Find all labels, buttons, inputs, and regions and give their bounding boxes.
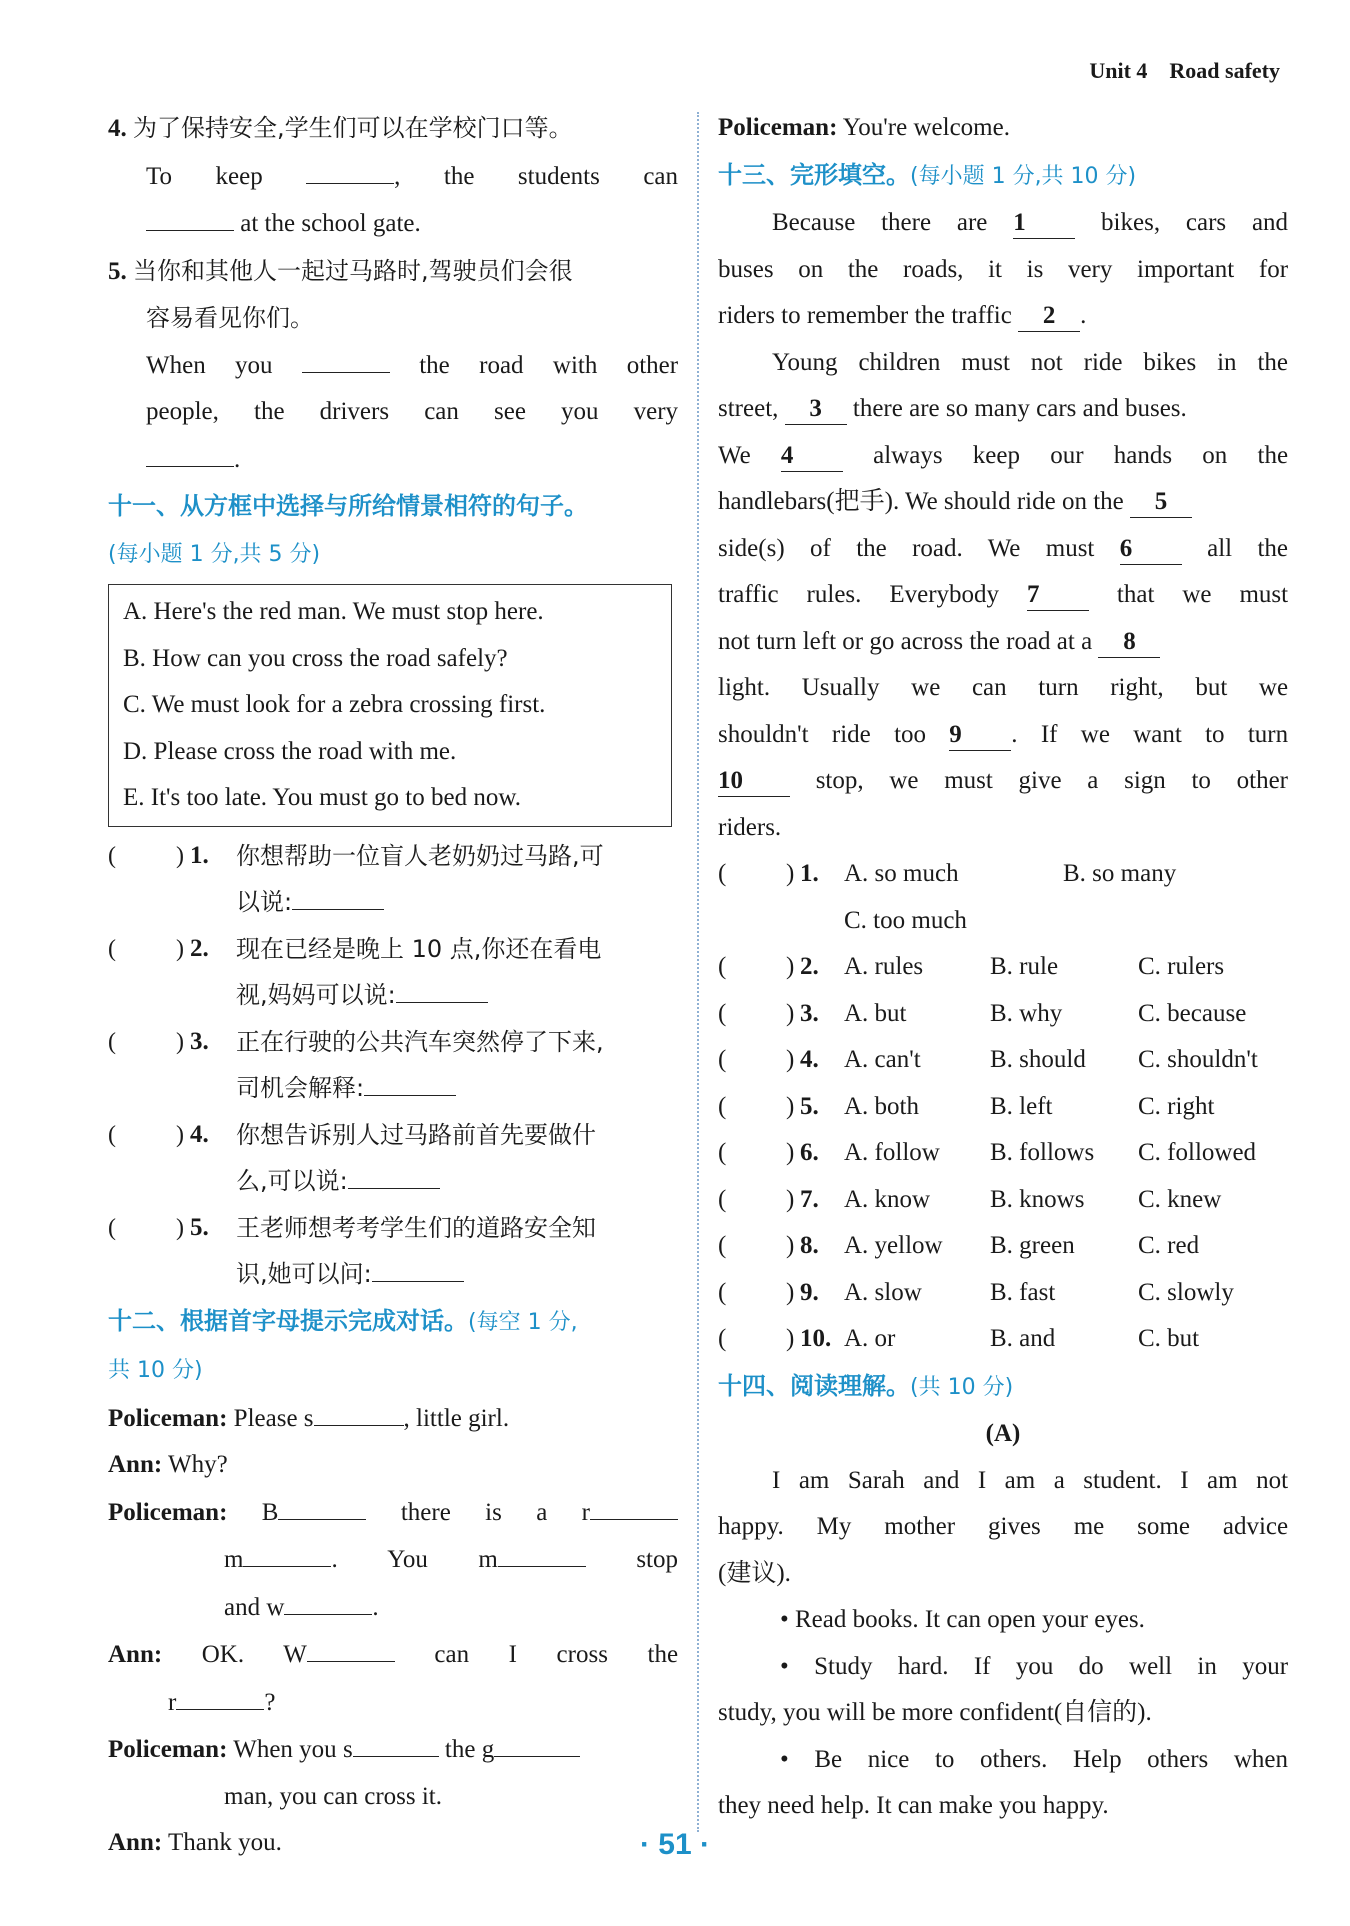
option-row-1: ( ) 1. A. so much B. so many <box>718 860 1177 887</box>
box-option-e: E. It's too late. You must go to bed now. <box>123 784 522 811</box>
question-4-line-1: To keep , the students can <box>108 153 678 201</box>
answer-blank[interactable] <box>590 1489 678 1520</box>
answer-blank[interactable] <box>364 1065 456 1096</box>
reading-heading: (A) <box>985 1420 1021 1447</box>
answer-blank[interactable] <box>146 436 234 467</box>
question-5-line-2: people, the drivers can see you very <box>146 398 679 425</box>
dialog-line-5: and w . <box>108 1584 678 1632</box>
page-number: · 51 · <box>639 1828 711 1861</box>
answer-blank[interactable] <box>284 1584 372 1615</box>
answer-blank[interactable] <box>372 1251 464 1282</box>
option-row-5: ( ) 5. A. both B. left C. right <box>718 1092 1215 1120</box>
option-row-6: ( ) 6. A. follow B. follows C. followed <box>718 1139 1257 1166</box>
cloze-blank-1: 1 <box>1013 208 1075 239</box>
dialog-line-4: m . You m stop <box>108 1536 678 1584</box>
answer-blank[interactable] <box>292 879 384 910</box>
option-row-4: ( ) 4. A. can't B. should C. shouldn't <box>718 1046 1258 1073</box>
dialog-line-11: Policeman: You're welcome. <box>718 114 1010 141</box>
cloze-blank-9: 9 <box>949 720 1011 751</box>
s11-item-1: ( ) 1. 你想帮助一位盲人老奶奶过马路,可 <box>108 841 604 870</box>
box-option-c: C. We must look for a zebra crossing first. <box>123 691 546 718</box>
answer-blank[interactable] <box>278 1489 366 1520</box>
answer-blank[interactable] <box>146 200 234 231</box>
section-12-note: 共 10 分) <box>108 1358 203 1383</box>
answer-blank[interactable] <box>348 1158 440 1189</box>
unit-title: Road safety <box>1169 58 1280 83</box>
cloze-blank-8: 8 <box>1098 627 1160 658</box>
cloze-passage: Because there are 1 bikes, cars and buses on the roads, it is very important for riders to remember the traffic 2 . Young children must not ride bikes in the street, 3 there are so many cars and buses. We 4 always keep our hands on the handlebars(把手). We should ride on the 5 side(s) of the road. We must 6 all the traffic rules. Everybody 7 that we must not turn left or go across the road at a 8 light. Usually we can turn right, but we shouldn't ride too 9 . If we want to turn 10 stop, we must give a sign to other riders. <box>718 209 1289 841</box>
cloze-options: ( ) 1. A. so much B. so many C. too much ( ) 2. A. rules B. rule C. rulers ( ) 3. A. but B. why C. because ( ) 4. A. can't B. should C. shouldn't ( ) 5. A. both B. left C. right ( ) 6. A. follow B. follows C. followed ( ) 7. A. know B. knows C. knew ( ) 8. A. yellow B. green C. red ( ) 9. A. slow B. fast C. slowly ( ) 10. A. or B. and C. but <box>718 851 1288 1363</box>
answer-blank[interactable] <box>494 1726 580 1757</box>
question-5-prompt-cont: 容易看见你们。 <box>146 304 314 332</box>
dialog-line-3: Policeman: B there is a r <box>108 1489 678 1537</box>
question-5-line-1: When you the road with other <box>108 342 678 390</box>
cloze-blank-6: 6 <box>1120 534 1182 565</box>
question-4-line-2: at the school gate. <box>108 200 678 248</box>
s11-item-2: ( ) 2. 现在已经是晚上 10 点,你还在看电 <box>108 934 602 963</box>
section-11-note: (每小题 1 分,共 5 分) <box>108 541 321 567</box>
question-4-prompt: 4. 为了保持安全,学生们可以在学校门口等。 <box>108 114 573 142</box>
dialog-line-8: Policeman: When you s the g <box>108 1726 678 1774</box>
page-header <box>1067 58 1280 84</box>
unit-label: Unit 4 <box>1089 58 1148 83</box>
dialog-line-6: Ann: OK. W can I cross the <box>108 1631 678 1679</box>
left-column <box>108 105 678 1867</box>
dialog-line-10: Ann: Thank you. <box>108 1829 282 1856</box>
s11-item-3: ( ) 3. 正在行驶的公共汽车突然停了下来, <box>108 1027 604 1056</box>
question-5-line-3: . <box>108 436 678 484</box>
option-row-8: ( ) 8. A. yellow B. green C. red <box>718 1232 1200 1259</box>
answer-blank[interactable] <box>243 1536 331 1567</box>
column-divider <box>697 112 699 1832</box>
cloze-blank-5: 5 <box>1130 487 1192 518</box>
option-row-3: ( ) 3. A. but B. why C. because <box>718 999 1247 1027</box>
answer-blank[interactable] <box>314 1395 404 1426</box>
question-5-prompt: 5. 当你和其他人一起过马路时,驾驶员们会很 <box>108 256 573 285</box>
box-option-d: D. Please cross the road with me. <box>123 737 457 765</box>
section-11-items: ( ) 1. 你想帮助一位盲人老奶奶过马路,可 以说: ( ) 2. 现在已经是晚上 10 点,你还在看电 视,妈妈可以说: ( ) 3. 正在行驶的公共汽车突然停了下来, 司机会解释: ( ) 4. 你想告诉别人过马路前首先要做什 么,可以说: ( ) 5. 王老师想考考学生们的道路安全知 识,她可以问: <box>108 833 678 1298</box>
box-option-a: A. Here's the red man. We must stop here. <box>123 598 544 625</box>
answer-blank[interactable] <box>306 153 394 184</box>
cloze-blank-3: 3 <box>785 394 847 425</box>
cloze-blank-4: 4 <box>781 441 843 472</box>
answer-blank[interactable] <box>302 342 390 373</box>
option-row-7: ( ) 7. A. know B. knows C. knew <box>718 1185 1222 1213</box>
dialog-line-1: Policeman: Please s , little girl. <box>108 1395 678 1443</box>
section-12-title: 十二、根据首字母提示完成对话。(每空 1 分, <box>108 1306 578 1335</box>
s11-item-4: ( ) 4. 你想告诉别人过马路前首先要做什 <box>108 1120 596 1149</box>
option-row-9: ( ) 9. A. slow B. fast C. slowly <box>718 1278 1234 1306</box>
dialog-line-9: man, you can cross it. <box>224 1782 443 1810</box>
cloze-blank-7: 7 <box>1027 580 1089 611</box>
dialog-line-2: Ann: Why? <box>108 1451 228 1478</box>
cloze-blank-2: 2 <box>1018 301 1080 332</box>
right-column <box>718 105 1288 1830</box>
dialog-line-7: r ? <box>108 1679 678 1727</box>
answer-blank[interactable] <box>176 1679 264 1710</box>
box-option-b: B. How can you cross the road safely? <box>123 644 508 672</box>
s11-item-5: ( ) 5. 王老师想考考学生们的道路安全知 <box>108 1213 596 1242</box>
section-11-title: 十一、从方框中选择与所给情景相符的句子。 <box>108 492 588 520</box>
section-13-title: 十三、完形填空。(每小题 1 分,共 10 分) <box>718 160 1137 189</box>
option-row-2: ( ) 2. A. rules B. rule C. rulers <box>718 953 1225 980</box>
options-box <box>108 584 672 827</box>
reading-passage: I am Sarah and I am a student. I am not happy. My mother gives me some advice (建议). • Read books. It can open your eyes. • Study hard. If you do well in your study, you will be more confident(自信的). • Be nice to others. Help others when they need help. It can make you happy. <box>718 1466 1289 1819</box>
answer-blank[interactable] <box>396 972 488 1003</box>
answer-blank[interactable] <box>307 1631 395 1662</box>
option-row-10: ( ) 10. A. or B. and C. but <box>718 1325 1200 1352</box>
answer-blank[interactable] <box>498 1536 586 1567</box>
answer-blank[interactable] <box>353 1726 439 1757</box>
section-14-title: 十四、阅读理解。(共 10 分) <box>718 1371 1014 1400</box>
cloze-blank-10: 10 <box>718 766 790 797</box>
